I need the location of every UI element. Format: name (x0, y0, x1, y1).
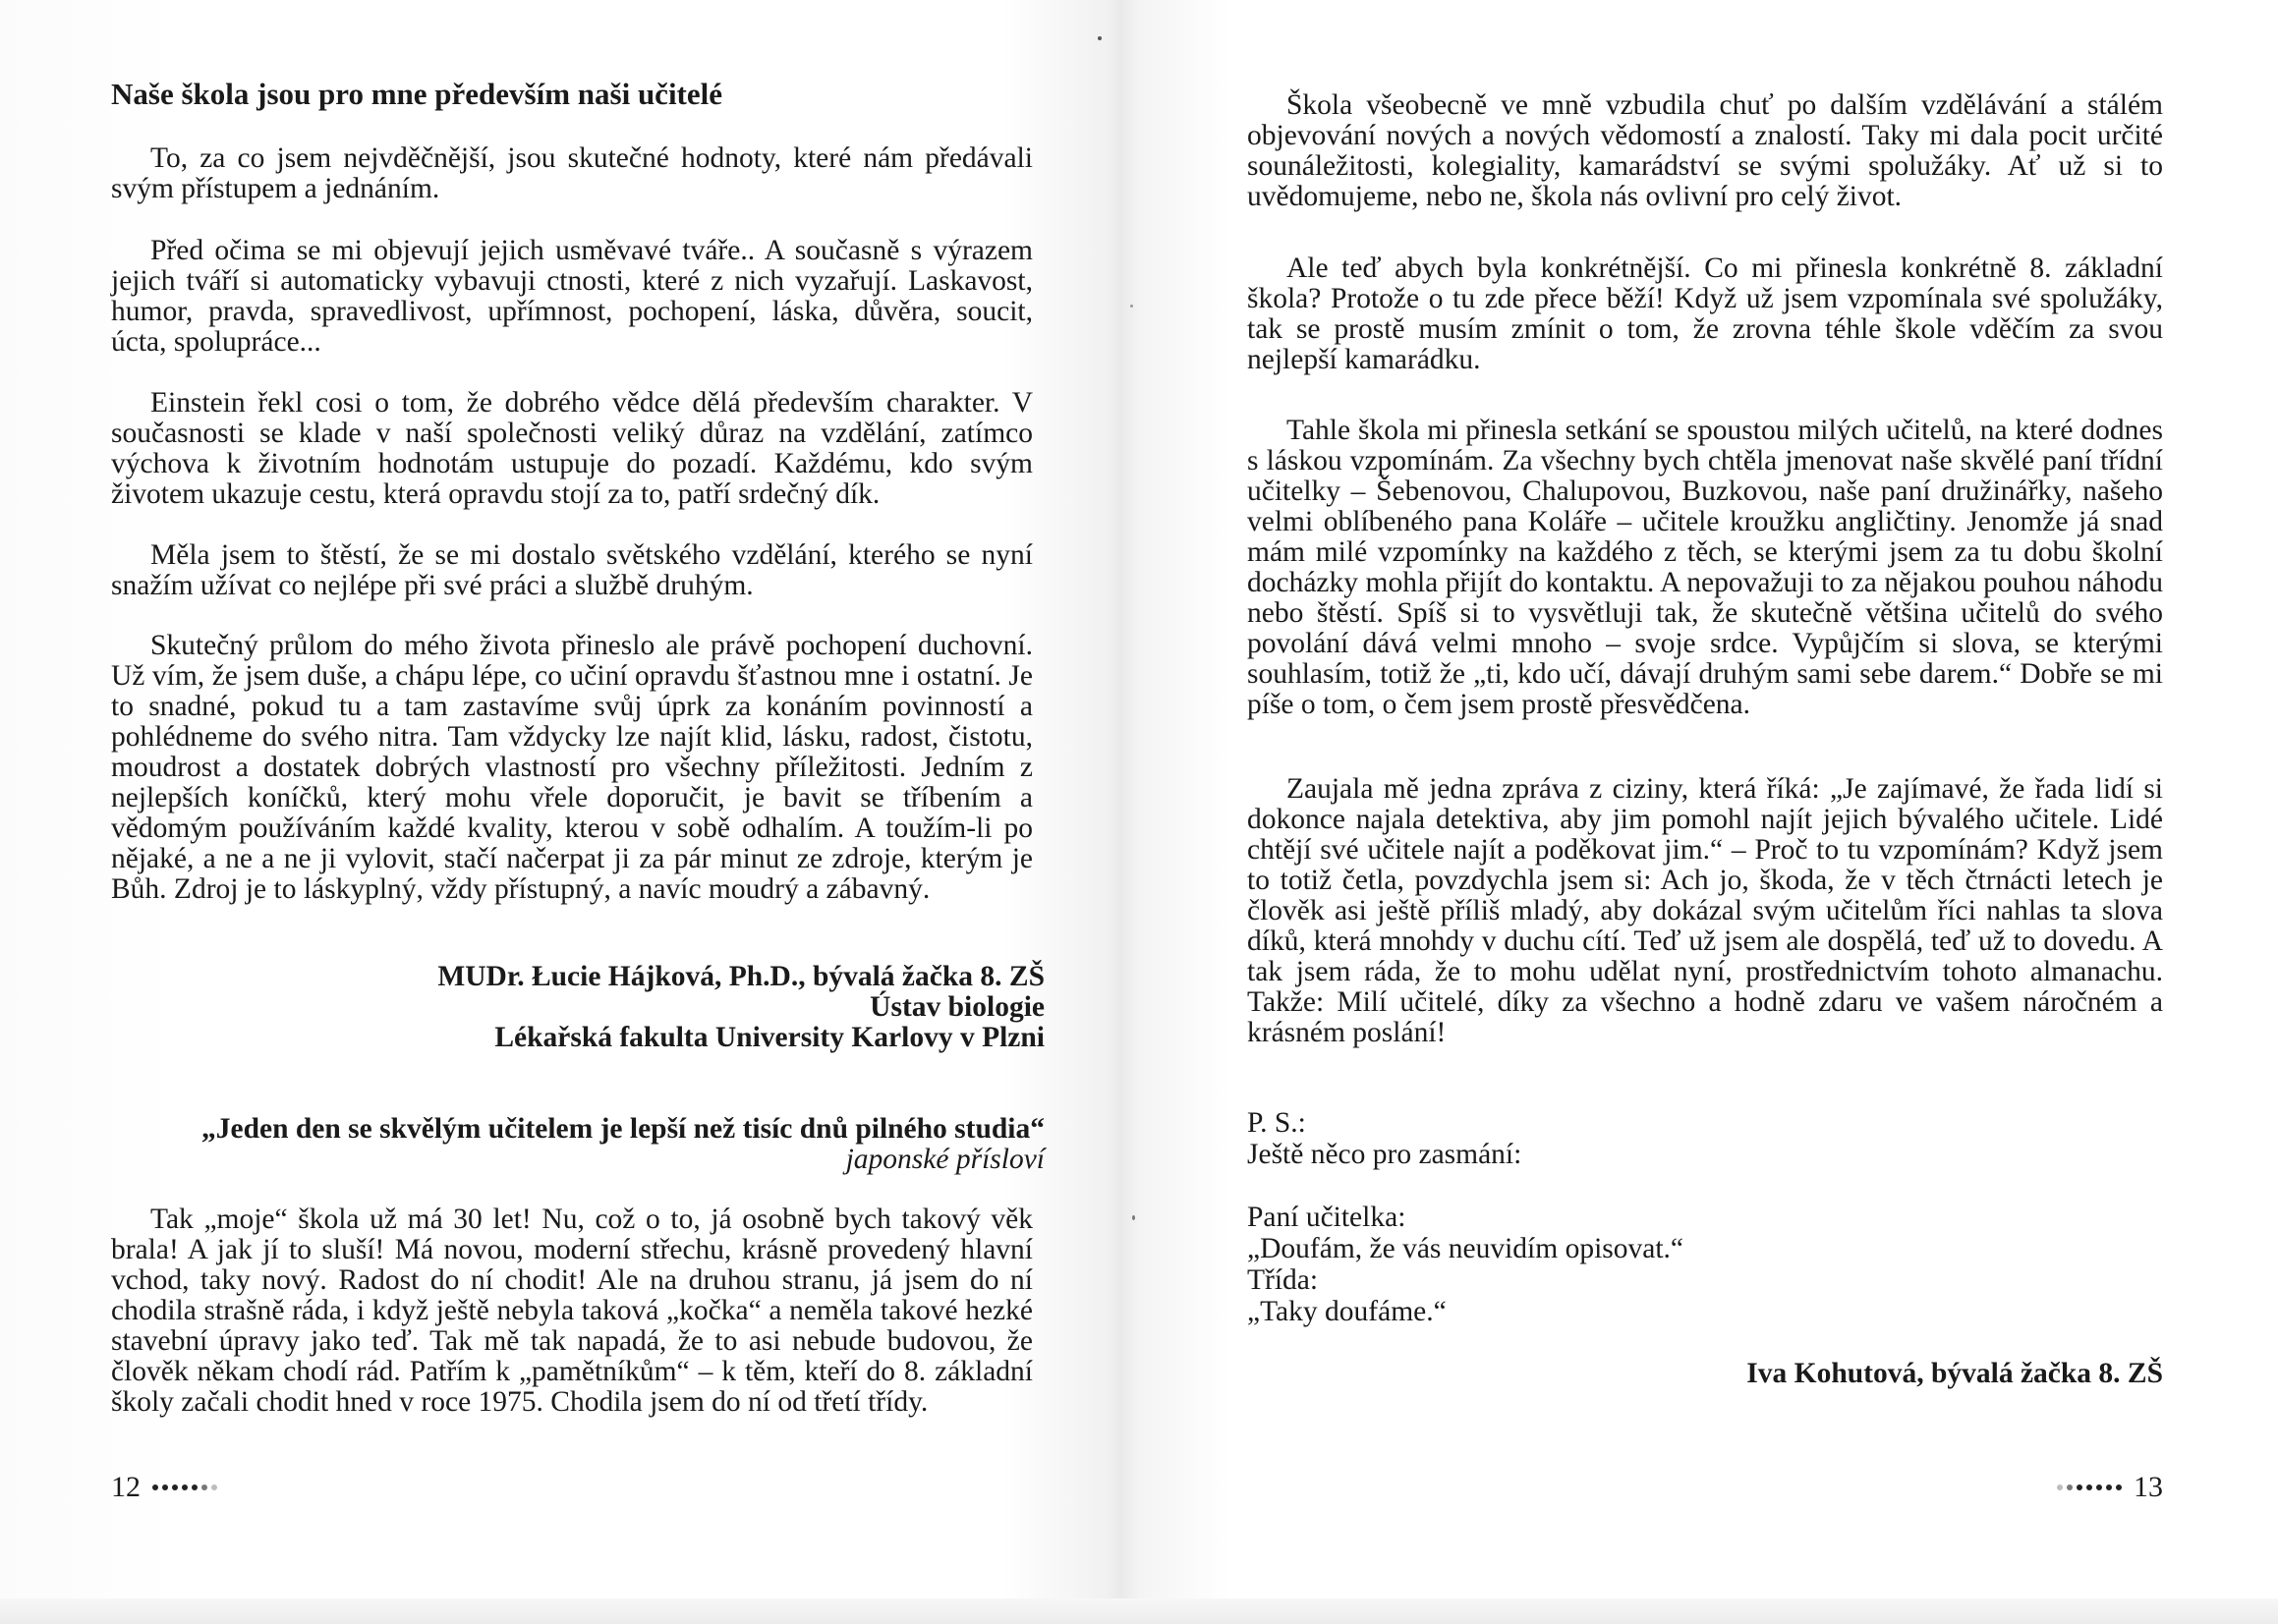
folio-dots-icon (2057, 1484, 2122, 1490)
ps-line: Třída: (1247, 1264, 1319, 1296)
page-number: 13 (2134, 1471, 2163, 1503)
author-signature (1746, 1359, 2163, 1389)
paragraph: Před očima se mi objevují jejich usměvavé tváře.. A současně s výrazem jejich tváří si automaticky vybavuji ctnosti, které z nich vyzařují. Laskavost, humor, pravda, spravedlivost, upřímnost, pochopení, láska, důvěra, soucit, úcta, spolupráce... (111, 235, 1033, 358)
page-number-left (111, 1471, 217, 1504)
paragraph: Tak „moje“ škola už má 30 let! Nu, což o to, já osobně bych takový věk brala! A jak jí to sluší! Má novou, moderní střechu, krásně provedený hlavní vchod, taky nový. Radost do ní chodit! Ale na druhou stranu, já jsem do ní chodila strašně ráda, i když ještě nebyla taková „kočka“ a neměla takové hezké stavební úpravy jako teď. Tak mě tak napadá, že to asi nebude budovou, že člověk někam chodí rád. Patřím k „pamětníkům“ – k těm, kteří do 8. základní školy začali chodit hned v roce 1975. Chodila jsem do ní od třetí třídy. (111, 1204, 1033, 1418)
scan-speck (1130, 305, 1133, 308)
author-name: Iva Kohutová, bývalá žačka 8. ZŠ (1746, 1358, 2163, 1389)
epigraph (123, 1114, 1045, 1175)
paragraph: To, za co jsem nejvděčnější, jsou skutečné hodnoty, které nám předávali svým přístupem a jednáním. (111, 142, 1033, 204)
paragraph: Ale teď abych byla konkrétnější. Co mi přinesla konkrétně 8. základní škola? Protože o tu zde přece běží! Když už jsem vzpomínala své spolužáky, tak se prostě musím zmínit o tom, že zrovna téhle škole vděčím za svou nejlepší kamarádku. (1247, 252, 2163, 375)
paragraph: Einstein řekl cosi o tom, že dobrého vědce dělá především charakter. V současnosti se klade v naší společnosti veliký důraz na vzdělání, zatímco výchova k životním hodnotám ustupuje do pozadí. Každému, kdo svým životem ukazuje cestu, která opravdu stojí za to, patří srdečný dík. (111, 387, 1033, 510)
folio-dots-icon (152, 1484, 217, 1490)
page-number: 12 (111, 1471, 141, 1503)
paragraph: Měla jsem to štěstí, že se mi dostalo světského vzdělání, kterého se nyní snažím užívat co nejlépe při své práci a službě druhým. (111, 539, 1033, 601)
paragraph: Skutečný průlom do mého života přineslo ale právě pochopení duchovní. Už vím, že jsem duše, a chápu lépe, co učiní opravdu šťastnou mne i ostatní. Je to snadné, pokud tu a tam zastavíme svůj úprk za konáním povinností a pohlédneme do svého nitra. Tam vždycky lze najít klid, lásku, radost, čistotu, moudrost a dostatek dobrých vlastností pro všechny příležitosti. Jedním z nejlepších koníčků, který mohu vřele doporučit, je bavit se tříbením a vědomým používáním každé kvality, kterou v sobě odhalím. A toužím-li po nějaké, a ne a ne ji vylovit, stačí načerpat ji za pár minut ze zdroje, kterým je Bůh. Zdroj je to láskyplný, vždy přístupný, a navíc moudrý a zábavný. (111, 630, 1033, 905)
scan-speck (1098, 36, 1102, 40)
article-heading: Naše škola jsou pro mne především naši učitelé (111, 77, 723, 111)
page-number-right (2057, 1471, 2163, 1504)
paragraph: Zaujala mě jedna zpráva z ciziny, která říká: „Je zajímavé, že řada lidí si dokonce najala detektiva, aby jim pomohl najít jejich bývalého učitele. Lidé chtějí své učitele najít a poděkovat jim.“ – Proč to tu vzpomínám? Když jsem to totiž četla, povzdychla jsem si: Ach jo, škoda, že v těch čtrnácti letech je člověk asi ještě příliš mladý, aby dokázal svým učitelům říci nahlas ta slova díků, která mnohdy v duchu cítí. Teď už jsem ale dospělá, teď už to dovedu. A tak jsem ráda, že to mohu udělat nyní, prostřednictvím tohoto almanachu. Takže: Milí učitelé, díky za všechno a hodně zdaru ve vašem náročném a krásném poslání! (1247, 773, 2163, 1048)
ps-line: Paní učitelka: (1247, 1202, 1406, 1233)
ps-line: „Taky doufáme.“ (1247, 1296, 1447, 1327)
paragraph: Tahle škola mi přinesla setkání se spoustou milých učitelů, na které dodnes s láskou vzpomínám. Za všechny bych chtěla jmenovat naše skvělé paní třídní učitelky – Šebenovou, Chalupovou, Buzkovou, naše paní družinářky, našeho velmi oblíbeného pana Koláře – učitele kroužku angličtiny. Jenomže já snad mám milé vzpomínky na každého z těch, se kterými jsem za tu dobu školní docházky mohla přijít do kontaktu. A nepovažuji to za nějakou pouhou náhodu nebo štěstí. Spíš si to vysvětluji tak, že skutečně většina učitelů do svého povolání dává velmi mnoho – svoje srdce. Vypůjčím si slova, se kterými souhlasím, totiž že „ti, kdo učí, dávají druhým sami sebe darem.“ Dobře se mi píše o tom, o čem jsem prostě přesvědčena. (1247, 415, 2163, 720)
epigraph-source: japonské přísloví (845, 1144, 1045, 1175)
author-signature (123, 962, 1045, 1053)
author-name: MUDr. Łucie Hájková, Ph.D., bývalá žačka 8. ZŠ (437, 961, 1045, 992)
ps-line: P. S.: (1247, 1107, 1306, 1139)
paragraph: Škola všeobecně ve mně vzbudila chuť po dalším vzdělávání a stálém objevování nových a nových vědomostí a znalostí. Taky mi dala pocit určité sounáležitosti, kolegiality, kamarádství se svými spolužáky. Ať už si to uvědomujeme, nebo ne, škola nás ovlivní pro celý život. (1247, 89, 2163, 212)
scan-speck (1132, 1215, 1135, 1220)
epigraph-quote: „Jeden den se skvělým učitelem je lepší než tisíc dnů pilného studia“ (201, 1113, 1045, 1145)
right-page (1247, 0, 2163, 1624)
ps-line: Ještě něco pro zasmání: (1247, 1139, 1522, 1170)
author-faculty: Lékařská fakulta University Karlovy v Plzni (494, 1022, 1045, 1053)
author-affiliation: Ústav biologie (870, 991, 1045, 1023)
left-page (111, 0, 1045, 1624)
ps-line: „Doufám, že vás neuvidím opisovat.“ (1247, 1233, 1684, 1264)
